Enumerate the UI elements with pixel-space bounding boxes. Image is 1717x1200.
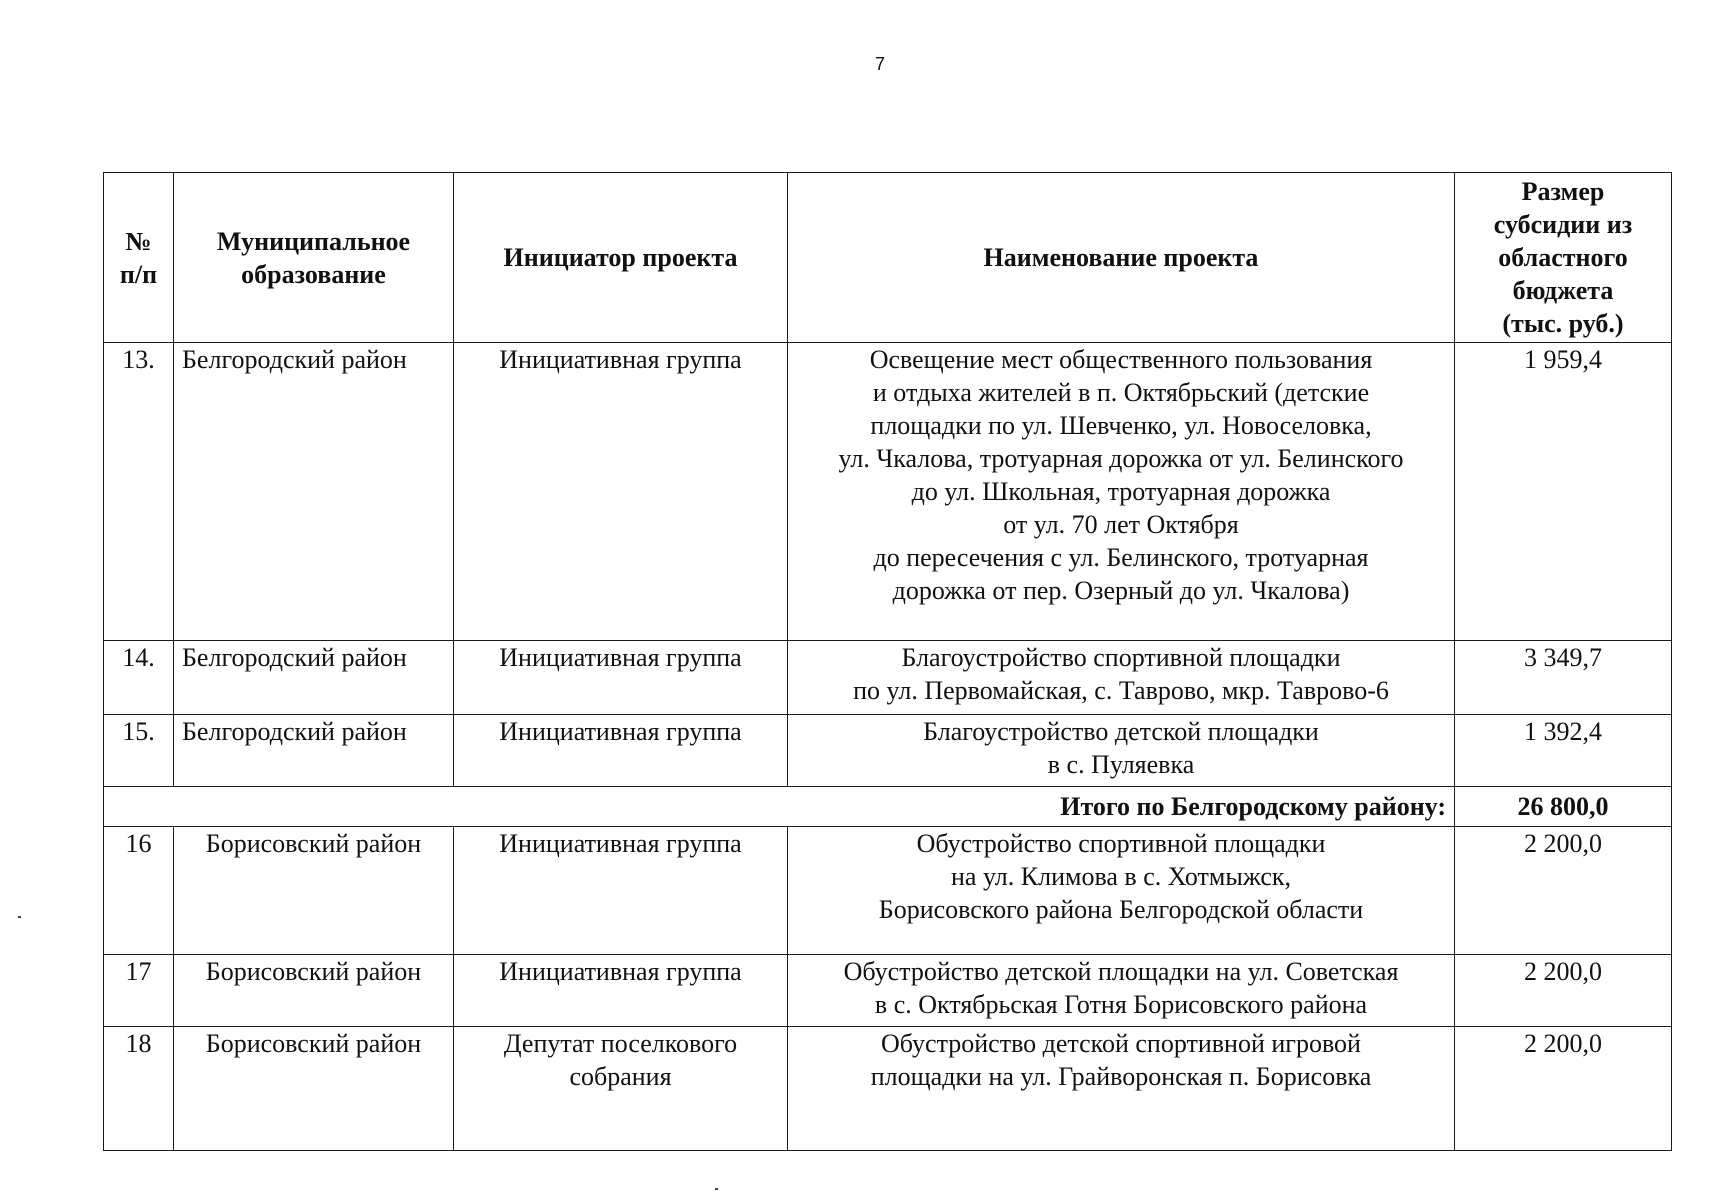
row-amount: 3 349,7 <box>1455 641 1672 715</box>
row-project: Освещение мест общественного пользования и отдыха жителей в п. Октябрьский (детские площадки по ул. Шевченко, ул. Новоселовка, ул. Чкалова, тротуарная дорожка от ул. Белинского до ул. Школьная, тротуарная дорожка от ул. 70 лет Октября до пересечения с ул. Белинского, тротуарная дорожка от пер. Озерный до ул. Чкалова) <box>788 343 1455 641</box>
row-project: Обустройство детской спортивной игровой площадки на ул. Грайворонская п. Борисовка <box>788 1027 1455 1151</box>
table-row <box>104 827 1672 955</box>
row-project: Благоустройство спортивной площадки по ул. Первомайская, с. Таврово, мкр. Таврово-6 <box>788 641 1455 715</box>
table-header-row <box>104 173 1672 343</box>
header-num: № п/п <box>104 173 174 343</box>
row-number: 17 <box>104 955 174 1027</box>
subtotal-amount: 26 800,0 <box>1455 787 1672 827</box>
row-initiator: Инициативная группа <box>454 641 788 715</box>
row-project: Обустройство детской площадки на ул. Советская в с. Октябрьская Готня Борисовского района <box>788 955 1455 1027</box>
row-municipality: Белгородский район <box>174 641 454 715</box>
scan-speck <box>18 916 21 918</box>
header-project: Наименование проекта <box>788 173 1455 343</box>
row-amount: 2 200,0 <box>1455 955 1672 1027</box>
row-number: 15. <box>104 715 174 787</box>
row-number: 14. <box>104 641 174 715</box>
row-initiator: Инициативная группа <box>454 827 788 955</box>
row-initiator: Инициативная группа <box>454 343 788 641</box>
table-row <box>104 1027 1672 1151</box>
row-project: Обустройство спортивной площадки на ул. Климова в с. Хотмыжск, Борисовского района Белгородской области <box>788 827 1455 955</box>
subtotal-label: Итого по Белгородскому району: <box>104 787 1455 827</box>
subsidy-table <box>103 172 1672 1151</box>
row-initiator: Инициативная группа <box>454 955 788 1027</box>
scan-speck <box>715 1188 718 1190</box>
row-municipality: Борисовский район <box>174 827 454 955</box>
row-municipality: Борисовский район <box>174 1027 454 1151</box>
table-row <box>104 641 1672 715</box>
row-number: 18 <box>104 1027 174 1151</box>
table-row <box>104 343 1672 641</box>
row-municipality: Борисовский район <box>174 955 454 1027</box>
row-amount: 2 200,0 <box>1455 827 1672 955</box>
row-municipality: Белгородский район <box>174 343 454 641</box>
row-number: 16 <box>104 827 174 955</box>
row-amount: 1 959,4 <box>1455 343 1672 641</box>
row-project: Благоустройство детской площадки в с. Пуляевка <box>788 715 1455 787</box>
page-number: 7 <box>874 54 885 74</box>
row-amount: 2 200,0 <box>1455 1027 1672 1151</box>
header-initiator: Инициатор проекта <box>454 173 788 343</box>
row-initiator: Депутат поселкового собрания <box>454 1027 788 1151</box>
header-municipality: Муниципальное образование <box>174 173 454 343</box>
row-amount: 1 392,4 <box>1455 715 1672 787</box>
row-municipality: Белгородский район <box>174 715 454 787</box>
table-row <box>104 955 1672 1027</box>
row-initiator: Инициативная группа <box>454 715 788 787</box>
table-row <box>104 715 1672 787</box>
header-amount: Размер субсидии из областного бюджета (тыс. руб.) <box>1455 173 1672 343</box>
subtotal-row <box>104 787 1672 827</box>
row-number: 13. <box>104 343 174 641</box>
